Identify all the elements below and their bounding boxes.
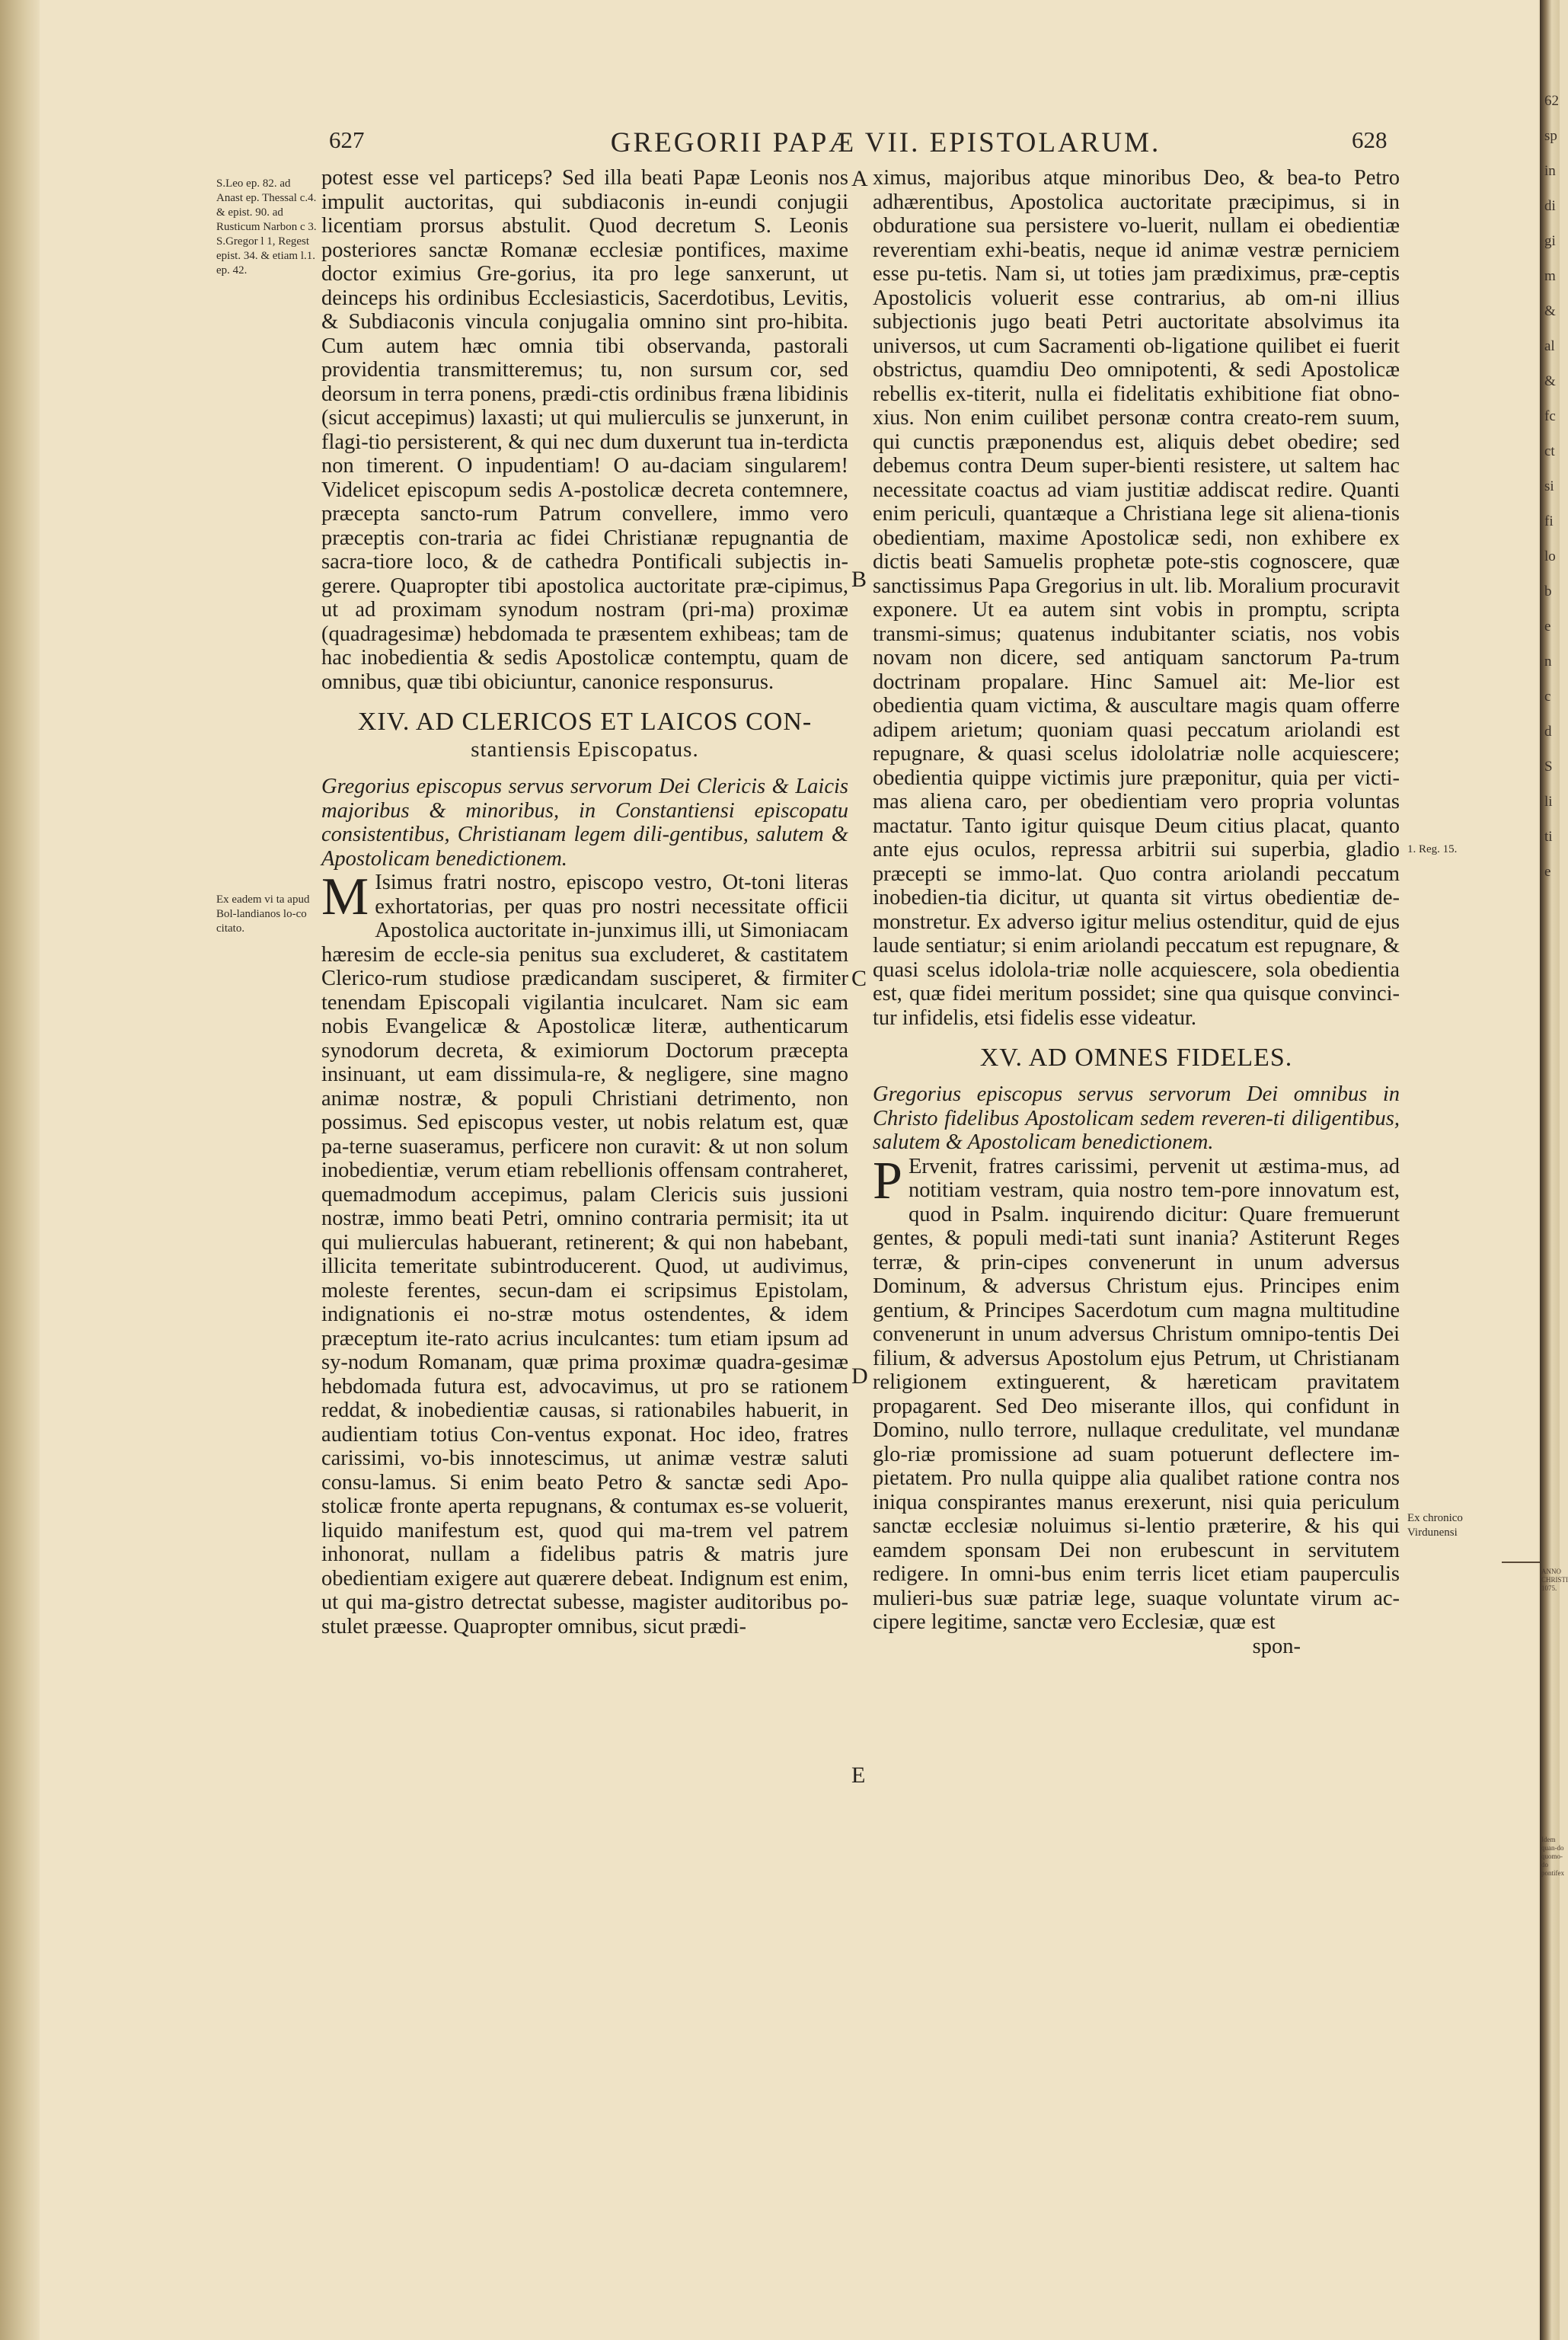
left-paragraph-2-text: Isimus fratri nostro, episcopo vestro, Ot-toni literas exhortatorias, per quas pro nostri necessitate officii Apostolica auctoritate in-junximus illi, ut Simoniacam hæresim de eccle-sia penitus sua excluderet, & castitatem Clerico-rum studiose prædicandam susciperet, & firmiter tenendam Episcopali vigilantia inculcaret. Nam sic eam nobis Evangelicæ & Apostolicæ literæ, authenticarum synodorum decreta, & eximiorum Doctorum præcepta insinuant, ut eam dissimula-re, & negligere, sine magno animæ nostræ, & populi Christiani detrimento, non possimus. Sed episcopus vester, ut nobis relatum est, quæ pa-terne suaseramus, perficere non curavit: & ut non solum inobedientiæ, verum etiam rebellionis offensam contraheret, quemadmodum accepimus, palam Clericis suis jussioni nostræ, immo beati Petri, omnino contraria permisit; ita ut qui mulierculas habuerant, retinerent; & qui non habebant, illicita temeritate subintroducerent. Quod, ut audivimus, moleste ferentes, secun-dam ei scripsimus Epistolam, indignationis ei no-stræ motus ostendentes, & idem præceptum ite-rato acrius inculcantes: tum etiam ipsum ad sy-nodum Romanam, quæ prima proximæ quadra-gesimæ hebdomada futura est, advocavimus, ut pro se rationem reddat, & inobedientiæ causas, si rationabiles habuerit, in audientiam totius Con-ventus exponat. Hoc ideo, fratres carissimi, vo-bis innotescimus, ut animæ vestræ saluti consu-lamus. Si enim beato Petro & sanctæ sedi Apo-stolicæ fronte aperta repugnans, & contumax es-se voluerit, liquido manifestum est, quod qui ma-trem vel patrem inhonorat, nullam a fidelibus patris & matris jure obedientiam exigere aut quærere debeat. Indignum est enim, ut qui ma-gistro detrectat subesse, magister auditoribus po-stulet præesse. Quapropter omnibus, sicut prædi- <box>321 871 848 1638</box>
next-page-letter: n <box>1544 654 1552 670</box>
next-page-letter: b <box>1544 583 1552 599</box>
left-paragraph-1: potest esse vel particeps? Sed illa beati Papæ Leonis nos impulit auctoritas, qui subdiaconis in-eundi conjugii licentiam prorsus abstulit. Quod decretum S. Leonis posteriores sanctæ Romanæ ecclesiæ pontifices, maxime doctor eximius Gre-gorius, ita pro lege sanxerunt, ut deinceps his ordinibus Ecclesiasticis, Sacerdotibus, Levitis, & Subdiaconis vincula conjugalia omnino sint pro-hibita. Cum autem hæc omnia tibi observanda, pastorali providentia transmitteremus; tu, non sursum cor, sed deorsum in terra ponens, prædi-ctis ordinibus fræna libidinis (sicut accepimus) laxasti; ut qui mulierculis se junxerunt, in flagi-tio persisterent, & qui nec dum duxerunt tua in-terdicta non timerent. O inpudentiam! O au-daciam singularem! Videlicet episcopum sedis A-postolicæ decreta contemnere, præcepta sancto-rum Patrum convellere, immo vero præceptis con-traria ac fidei Christianæ repugnantia de sacra-tiore loco, & de cathedra Pontificali subjectis in-gerere. Quapropter tibi apostolica auctoritate præ-cipimus, ut ad proximam synodum nostram (pri-ma) proximæ (quadragesimæ) hebdomada te præsentem exhibeas; tam de hac inobedientia & sedis Apostolicæ contemptu, quam de omnibus, quæ tibi obiciuntur, canonice responsurus. <box>321 166 848 694</box>
page-title: GREGORII PAPÆ VII. EPISTOLARUM. <box>610 127 1161 158</box>
next-page-note-side: Idem quan-do quomo-do pontifex <box>1541 1836 1564 1877</box>
next-page-letter: al <box>1544 338 1555 354</box>
next-page-letter: lo <box>1544 548 1556 564</box>
next-page-letter: di <box>1544 198 1556 214</box>
section-letter-b: B <box>851 567 867 592</box>
next-page-letters <box>1544 84 1559 890</box>
next-page-letter: fi <box>1544 513 1554 529</box>
dropcap-p: P <box>873 1151 902 1210</box>
left-page-number: 627 <box>329 126 365 153</box>
next-page-letter: c <box>1544 689 1551 705</box>
letter-heading-xv: XV. AD OMNES FIDELES. <box>979 1044 1293 1072</box>
next-page-letter: fc <box>1544 408 1556 424</box>
letter-heading-xiv <box>321 708 848 764</box>
dropcap-m: M <box>321 868 369 926</box>
right-margin-note-reference: 1. Reg. 15. <box>1407 843 1458 855</box>
left-text-column <box>321 166 848 1638</box>
letter-heading-xiv-sub: stantiensis Episcopatus. <box>471 737 699 762</box>
section-letter-a: A <box>851 166 868 191</box>
right-paragraph-2-text: Ervenit, fratres carissimi, pervenit ut æstima-mus, ad notitiam vestram, quia nostro tem-pore innovatum est, quod in Psalm. inquirendo dicitur: Quare fremuerunt gentes, & populi medi-tati sunt inania? Astiterunt Reges terræ, & prin-cipes convenerunt in unum adversus Dominum, & adversus Christum ejus. Principes enim gentium, & Principes Sacerdotum cum magna multitudine convenerunt in unum adversus Christum omnipo-tentis Dei filium, & adversus Apostolum ejus Petrum, ut Christianam religionem extinguerent, & hæreticam pravitatem propagarent. Sed Deo miserante illos, qui confidunt in Domino, nullo terrore, nullaque credulitate, vel mundanæ glo-riæ promissione ad suam potuerunt deflectere im-pietatem. Pro nulla quippe alia qualibet ratione contra nos iniqua conspirantes manus erexerunt, nisi quia periculum sanctæ ecclesiæ noluimus si-lentio præterire, & his qui eamdem sponsam Dei non erubescunt in servitutem redigere. In omni-bus enim terris licet etiam pauperculis mulieri-bus suæ patriæ lege, suaque voluntate virum ac-cipere legitime, sanctæ vero Ecclesiæ, quæ est <box>873 1154 1400 1634</box>
next-page-letter: m <box>1544 268 1556 284</box>
next-page-edge <box>1540 0 1568 2340</box>
right-margin-note-source: Ex chronico Virdunensi <box>1407 1512 1463 1539</box>
next-page-note-year: ANNO CHRISTI 1075. <box>1541 1568 1568 1592</box>
book-binding-shadow <box>0 0 40 2340</box>
next-page-letter: 62 <box>1544 93 1559 109</box>
letter-heading-xiv-main: XIV. AD CLERICOS ET LAICOS CON- <box>357 708 813 736</box>
left-paragraph-2 <box>321 868 848 1638</box>
next-page-letter: d <box>1544 724 1552 740</box>
next-page-letter: & <box>1544 303 1556 319</box>
next-page-letter: ti <box>1544 829 1553 845</box>
letter-xiv-salutation: Gregorius episcopus servus servorum Dei Clericis & Laicis majoribus & minoribus, in Constantiensi episcopatu consistentibus, Christianam legem dili-gentibus, salutem & Apostolicam benedictionem. <box>321 775 848 871</box>
letter-xv-salutation: Gregorius episcopus servus servorum Dei omnibus in Christo fidelibus Apostolicam sedem reveren-ti diligentibus, salutem & Apostolicam benedictionem. <box>873 1082 1400 1154</box>
section-letter-d: D <box>851 1363 868 1389</box>
left-margin-note-source: Ex eadem vi ta apud Bol-landianos lo-co citato. <box>216 893 310 935</box>
next-page-letter: ct <box>1544 443 1555 459</box>
running-head <box>0 126 1560 165</box>
right-text-column <box>873 166 1400 1658</box>
next-page-letter: gi <box>1544 233 1556 249</box>
next-page-letter: in <box>1544 163 1556 179</box>
next-page-letter: si <box>1544 478 1554 494</box>
next-page-letter: e <box>1544 864 1551 880</box>
section-letter-e: E <box>851 1763 866 1788</box>
margin-rule <box>1502 1562 1540 1563</box>
next-page-letter: li <box>1544 794 1553 810</box>
section-letter-c: C <box>851 966 867 991</box>
next-page-letter: S <box>1544 759 1553 775</box>
next-page-letter: sp <box>1544 128 1557 144</box>
right-page-number: 628 <box>1352 126 1388 153</box>
right-paragraph-1: ximus, majoribus atque minoribus Deo, & bea-to Petro adhærentibus, Apostolica auctoritate præcipimus, si in obduratione sua persistere vo-luerit, nullam ei obedientiæ reverentiam exhi-beatis, neque id animæ vestræ perniciem esse pu-tetis. Nam si, ut toties jam prædiximus, præ-ceptis Apostolicis voluerit esse contrarius, ab om-ni illius subjectionis jugo beati Petri auctoritate absolvimus ita universos, ut cum Sacramenti ob-ligatione quilibet ei fuerit obstrictus, quamdiu Deo omnipotenti, & sedi Apostolicæ rebellis ex-titerit, nulla ei fidelitatis exhibitione fiat obno-xius. Non enim cuilibet personæ contra creato-rem suum, qui cunctis præponendus est, aliquis debet obedire; sed debemus contra Deum super-bienti resistere, ut saltem hac necessitate coactus ad viam justitiæ addiscat redire. Quanti enim periculi, quantæque a Christiana lege sit aliena-tionis obedientiam, maxime Apostolicæ sedi, non exhibere ex dictis beati Samuelis prophetæ pote-stis cognoscere, quæ sanctissimus Papa Gregorius in ult. lib. Moralium procuravit exponere. Ut ea autem sint vobis in promptu, scripta transmi-simus; quatenus indubitanter sciatis, nos vobis novam non dicere, sed antiquam sanctorum Pa-trum doctrinam propalare. Hinc Samuel ait: Me-lior est obedientia quam victima, & auscultare magis quam offerre adipem arietum; quoniam quasi peccatum ariolandi est repugnare, & quasi scelus idololatriæ nolle acquiescere; obedientia quippe victimis jure præponitur, quia per victi-mas aliena caro, per obedientiam vero propria voluntas mactatur. Tanto igitur quisque Deum citius placat, quanto ante ejus oculos, repressa arbitrii sui superbia, gladio præcepti se immo-lat. Quo contra ariolandi peccatum inobedien-tia dicitur, ut quanta sit virtus obedientiæ de-monstretur. Ex adverso igitur melius ostenditur, quid de ejus laude sentiatur; si enim ariolandi peccatum est repugnare, & quasi scelus idolola-triæ nolle acquiescere, sola obedientia est, quæ fidei meritum possidet; sine qua quisque convinci-tur infidelis, etsi fidelis esse videatur. <box>873 166 1400 1030</box>
right-paragraph-2 <box>873 1151 1400 1635</box>
next-page-letter: e <box>1544 619 1551 635</box>
left-margin-note-citation: S.Leo ep. 82. ad Anast ep. Thessal c.4. & epist. 90. ad Rusticum Narbon c 3. S.Gregor l 1, Regest epist. 34. & etiam l.1. ep. 42. <box>216 177 317 277</box>
next-page-letter: & <box>1544 373 1556 389</box>
catchword: spon- <box>1252 1634 1301 1658</box>
